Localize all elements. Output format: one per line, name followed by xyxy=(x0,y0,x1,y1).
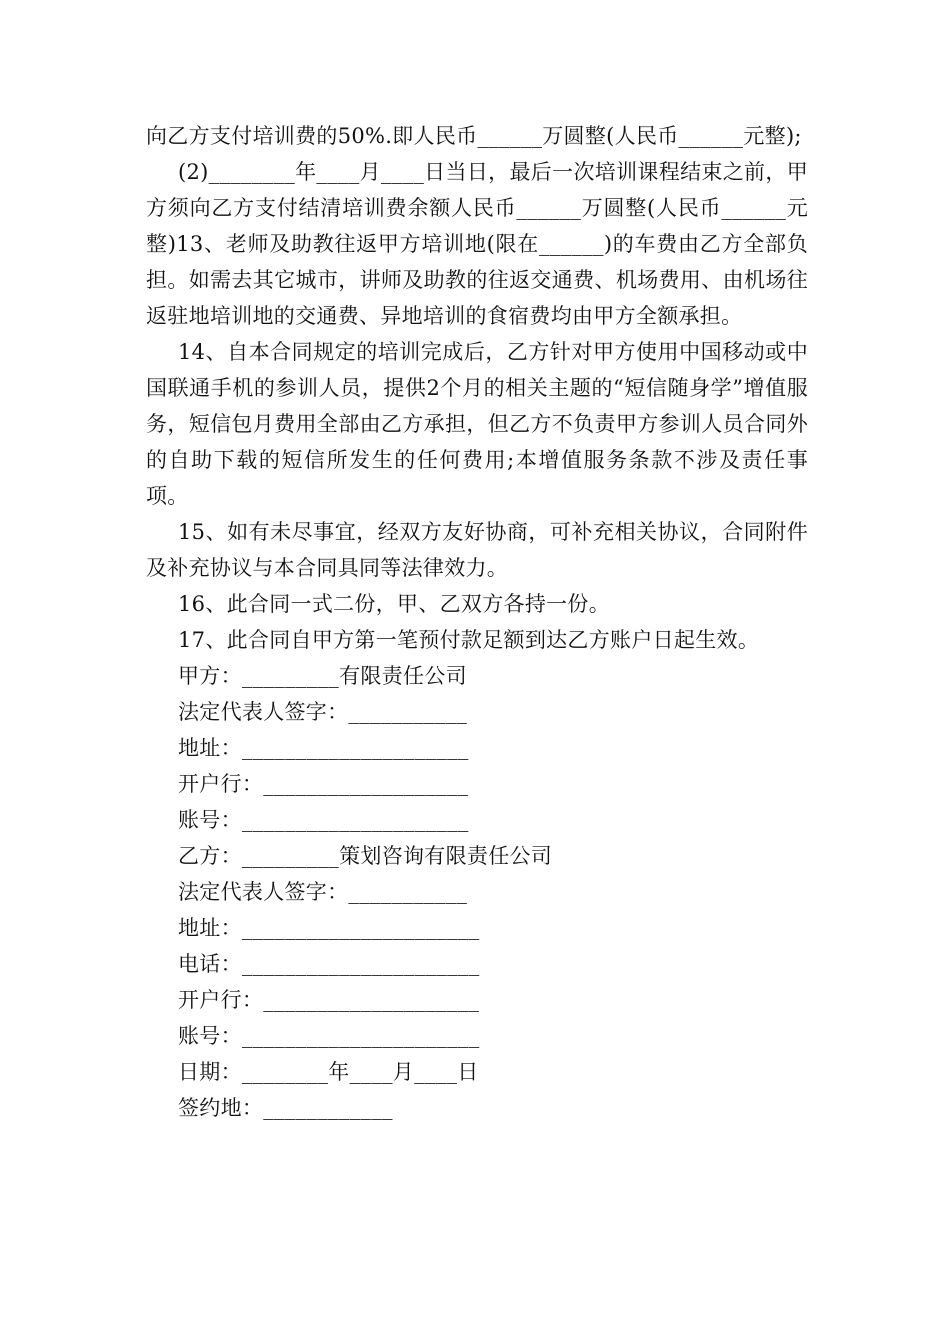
party-b-phone-line: 电话：______________________ xyxy=(178,952,480,976)
signature-block-party-b xyxy=(146,838,808,1126)
signing-date-line: 日期：________年____月____日 xyxy=(178,1060,479,1084)
signature-block-party-a xyxy=(146,658,808,838)
party-a-representative-line: 法定代表人签字：___________ xyxy=(178,700,468,724)
paragraph-clause-16: 16、此合同一式二份，甲、乙双方各持一份。 xyxy=(178,592,611,616)
party-b-account-line: 账号：______________________ xyxy=(178,1024,480,1048)
paragraph-clause-15: 15、如有未尽事宜，经双方友好协商，可补充相关协议，合同附件及补充协议与本合同具同等法律效力。 xyxy=(146,520,808,580)
party-b-representative-line: 法定代表人签字：___________ xyxy=(178,880,468,904)
party-b-address-line: 地址：______________________ xyxy=(178,916,480,940)
party-b-name-line: 乙方：_________策划咨询有限责任公司 xyxy=(178,844,553,868)
signing-place-line: 签约地：____________ xyxy=(178,1096,393,1120)
party-a-bank-line: 开户行：___________________ xyxy=(178,772,469,796)
party-a-name-line: 甲方：_________有限责任公司 xyxy=(178,664,467,688)
contract-page xyxy=(146,118,808,1126)
party-b-bank-line: 开户行：____________________ xyxy=(178,988,480,1012)
party-a-account-line: 账号：_____________________ xyxy=(178,808,469,832)
paragraph-payment-final: (2)________年____月____日当日，最后一次培训课程结束之前，甲方须向乙方支付结清培训费余额人民币______万圆整(人民币______元整)13、老师及助教往返甲方培训地(限在______)的车费由乙方全部负担。如需去其它城市，讲师及助教的往返交通费、机场费用、由机场往返驻地培训地的交通费、异地培训的食宿费均由甲方全额承担。 xyxy=(146,160,808,328)
paragraph-clause-17: 17、此合同自甲方第一笔预付款足额到达乙方账户日起生效。 xyxy=(178,628,760,652)
paragraph-clause-14: 14、自本合同规定的培训完成后，乙方针对甲方使用中国移动或中国联通手机的参训人员，提供2个月的相关主题的“短信随身学”增值服务，短信包月费用全部由乙方承担，但乙方不负责甲方参训人员合同外的自助下载的短信所发生的任何费用;本增值服务条款不涉及责任事项。 xyxy=(146,340,808,508)
paragraph-payment-first: 向乙方支付培训费的50%.即人民币______万圆整(人民币______元整); xyxy=(146,124,802,148)
party-a-address-line: 地址：_____________________ xyxy=(178,736,469,760)
